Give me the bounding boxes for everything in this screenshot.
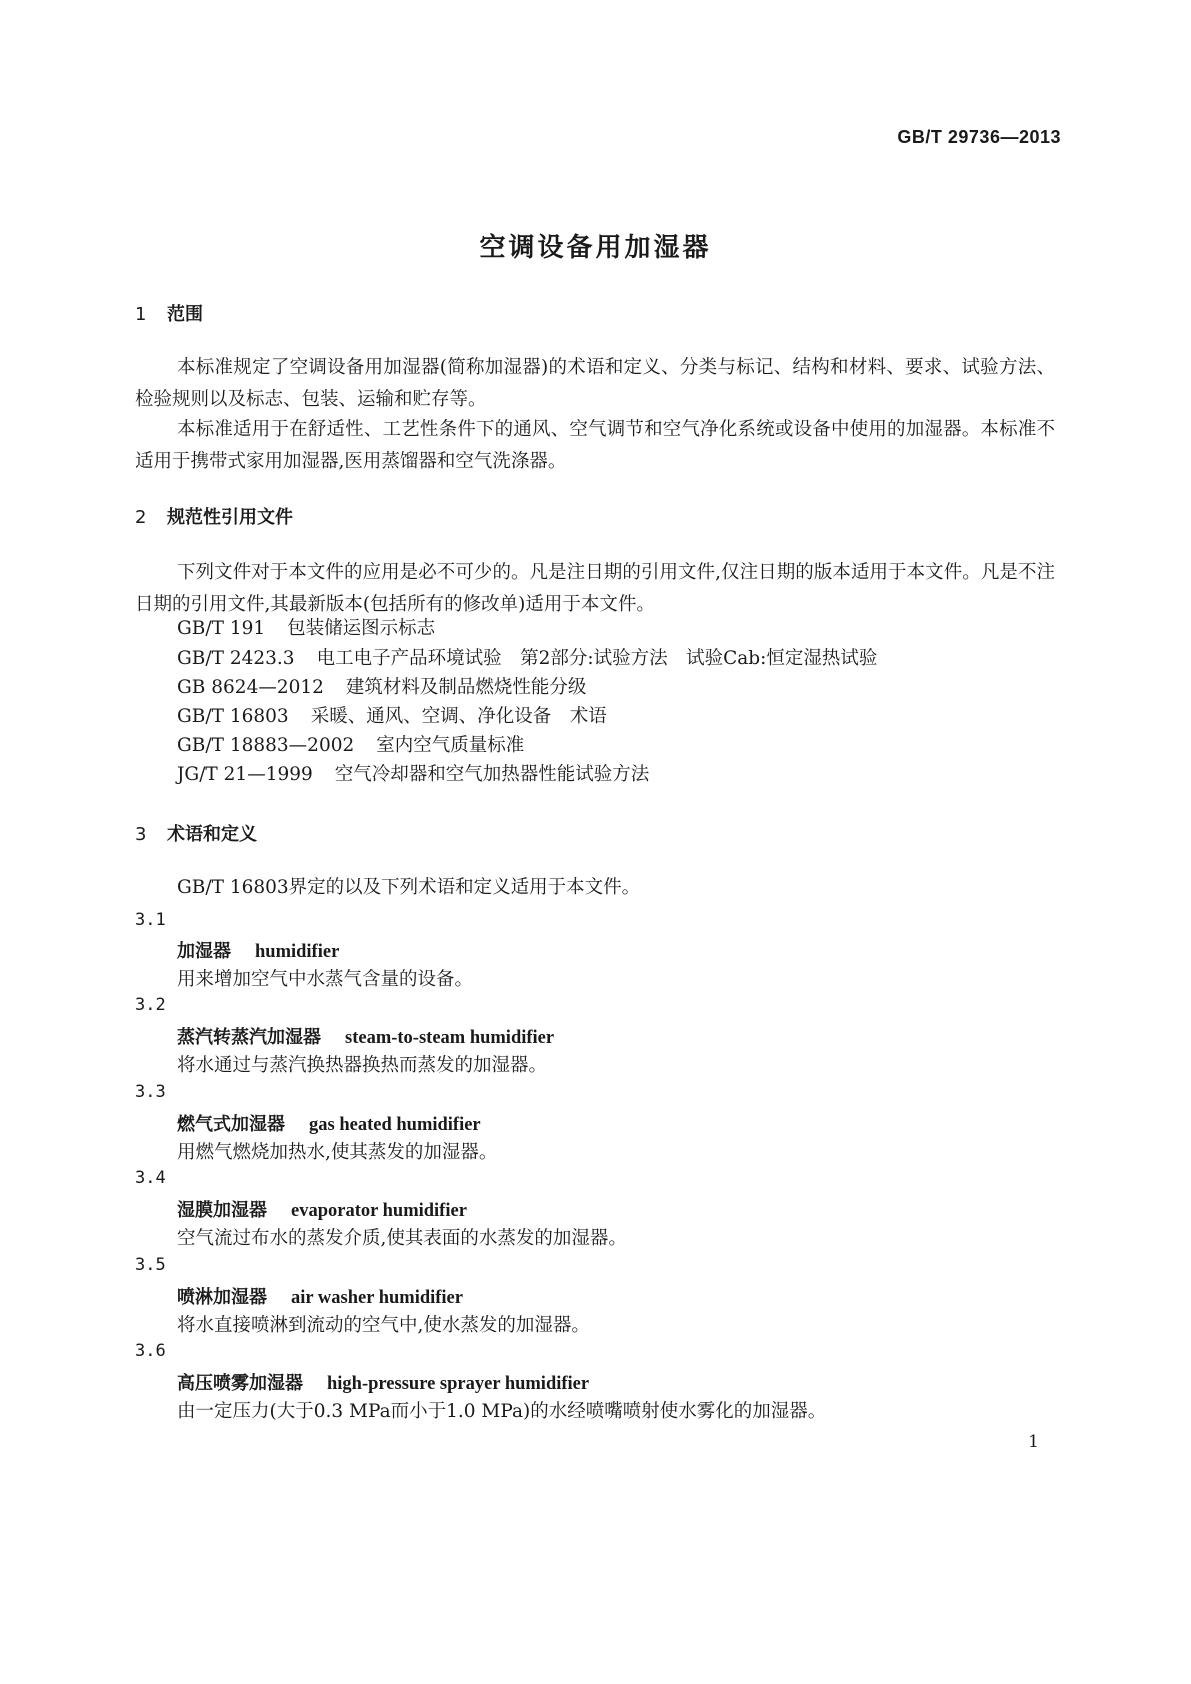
section-title: 范围 <box>167 304 203 325</box>
reference-name: 建筑材料及制品燃烧性能分级 <box>345 677 587 698</box>
term-name-cn: 燃气式加湿器 <box>177 1114 285 1135</box>
section-title: 规范性引用文件 <box>167 507 293 528</box>
reference-name: 室内空气质量标准 <box>376 735 525 756</box>
term-name-cn: 加湿器 <box>177 941 231 962</box>
reference-item <box>177 760 649 790</box>
paragraph: 本标准适用于在舒适性、工艺性条件下的通风、空气调节和空气净化系统或设备中使用的加湿器。本标准不适用于携带式家用加湿器,医用蒸馏器和空气洗涤器。 <box>135 419 1055 472</box>
term-name-en: steam-to-steam humidifier <box>345 1028 555 1048</box>
term-name-cn: 喷淋加湿器 <box>177 1287 267 1308</box>
reference-item <box>177 644 877 674</box>
reference-code: GB/T 16803 <box>177 706 289 727</box>
standard-code: GB/T 29736—2013 <box>897 127 1061 147</box>
section-heading-scope <box>135 300 203 326</box>
paragraph: GB/T 16803界定的以及下列术语和定义适用于本文件。 <box>177 877 641 898</box>
section-number: 1 <box>135 304 147 325</box>
term-definition: 将水直接喷淋到流动的空气中,使水蒸发的加湿器。 <box>177 1315 590 1336</box>
section-number: 3 <box>135 824 147 845</box>
reference-name: 空气冷却器和空气加热器性能试验方法 <box>334 764 650 785</box>
reference-item <box>177 702 607 732</box>
term-number: 3.2 <box>135 995 166 1015</box>
section-heading-normative-references <box>135 503 293 529</box>
term-name <box>177 1283 463 1309</box>
paragraph: 下列文件对于本文件的应用是必不可少的。凡是注日期的引用文件,仅注日期的版本适用于本文件。凡是不注日期的引用文件,其最新版本(包括所有的修改单)适用于本文件。 <box>135 562 1055 615</box>
section-heading-terms-definitions <box>135 820 257 846</box>
term-name-cn: 蒸汽转蒸汽加湿器 <box>177 1027 321 1048</box>
document-title: 空调设备用加湿器 <box>479 233 712 263</box>
term-name <box>177 937 339 963</box>
term-number: 3.1 <box>135 910 166 930</box>
term-number: 3.4 <box>135 1168 166 1188</box>
section-number: 2 <box>135 507 147 528</box>
paragraph: 本标准规定了空调设备用加湿器(简称加湿器)的术语和定义、分类与标记、结构和材料、要求、试验方法、检验规则以及标志、包装、运输和贮存等。 <box>135 357 1055 410</box>
term-name-cn: 高压喷雾加湿器 <box>177 1373 303 1394</box>
term-definition: 用燃气燃烧加热水,使其蒸发的加湿器。 <box>177 1142 498 1163</box>
term-number: 3.6 <box>135 1341 166 1361</box>
reference-name: 采暖、通风、空调、净化设备 术语 <box>310 706 607 727</box>
term-name <box>177 1110 481 1136</box>
term-name-en: evaporator humidifier <box>291 1201 467 1221</box>
term-name <box>177 1196 467 1222</box>
term-name <box>177 1023 554 1049</box>
reference-item <box>177 614 435 644</box>
reference-item <box>177 731 524 761</box>
term-definition: 由一定压力(大于0.3 MPa而小于1.0 MPa)的水经喷嘴喷射使水雾化的加湿器。 <box>177 1401 827 1422</box>
reference-code: GB 8624—2012 <box>177 677 324 698</box>
term-name-en: gas heated humidifier <box>309 1115 481 1135</box>
term-name-en: humidifier <box>255 942 340 962</box>
section-title: 术语和定义 <box>167 824 257 845</box>
reference-code: GB/T 18883—2002 <box>177 735 355 756</box>
term-name-cn: 湿膜加湿器 <box>177 1200 267 1221</box>
reference-name: 包装储运图示标志 <box>287 618 436 639</box>
term-definition: 用来增加空气中水蒸气含量的设备。 <box>177 969 474 990</box>
term-name-en: high-pressure sprayer humidifier <box>327 1374 590 1394</box>
reference-name: 电工电子产品环境试验 第2部分:试验方法 试验Cab:恒定湿热试验 <box>316 648 878 669</box>
reference-code: GB/T 191 <box>177 618 266 639</box>
page-number: 1 <box>1028 1432 1039 1452</box>
term-name <box>177 1369 589 1395</box>
term-definition: 空气流过布水的蒸发介质,使其表面的水蒸发的加湿器。 <box>177 1228 627 1249</box>
term-definition: 将水通过与蒸汽换热器换热而蒸发的加湿器。 <box>177 1055 548 1076</box>
reference-item <box>177 673 586 703</box>
term-number: 3.5 <box>135 1255 166 1275</box>
term-name-en: air washer humidifier <box>291 1288 463 1308</box>
reference-code: GB/T 2423.3 <box>177 648 295 669</box>
term-number: 3.3 <box>135 1082 166 1102</box>
reference-code: JG/T 21—1999 <box>177 764 313 785</box>
